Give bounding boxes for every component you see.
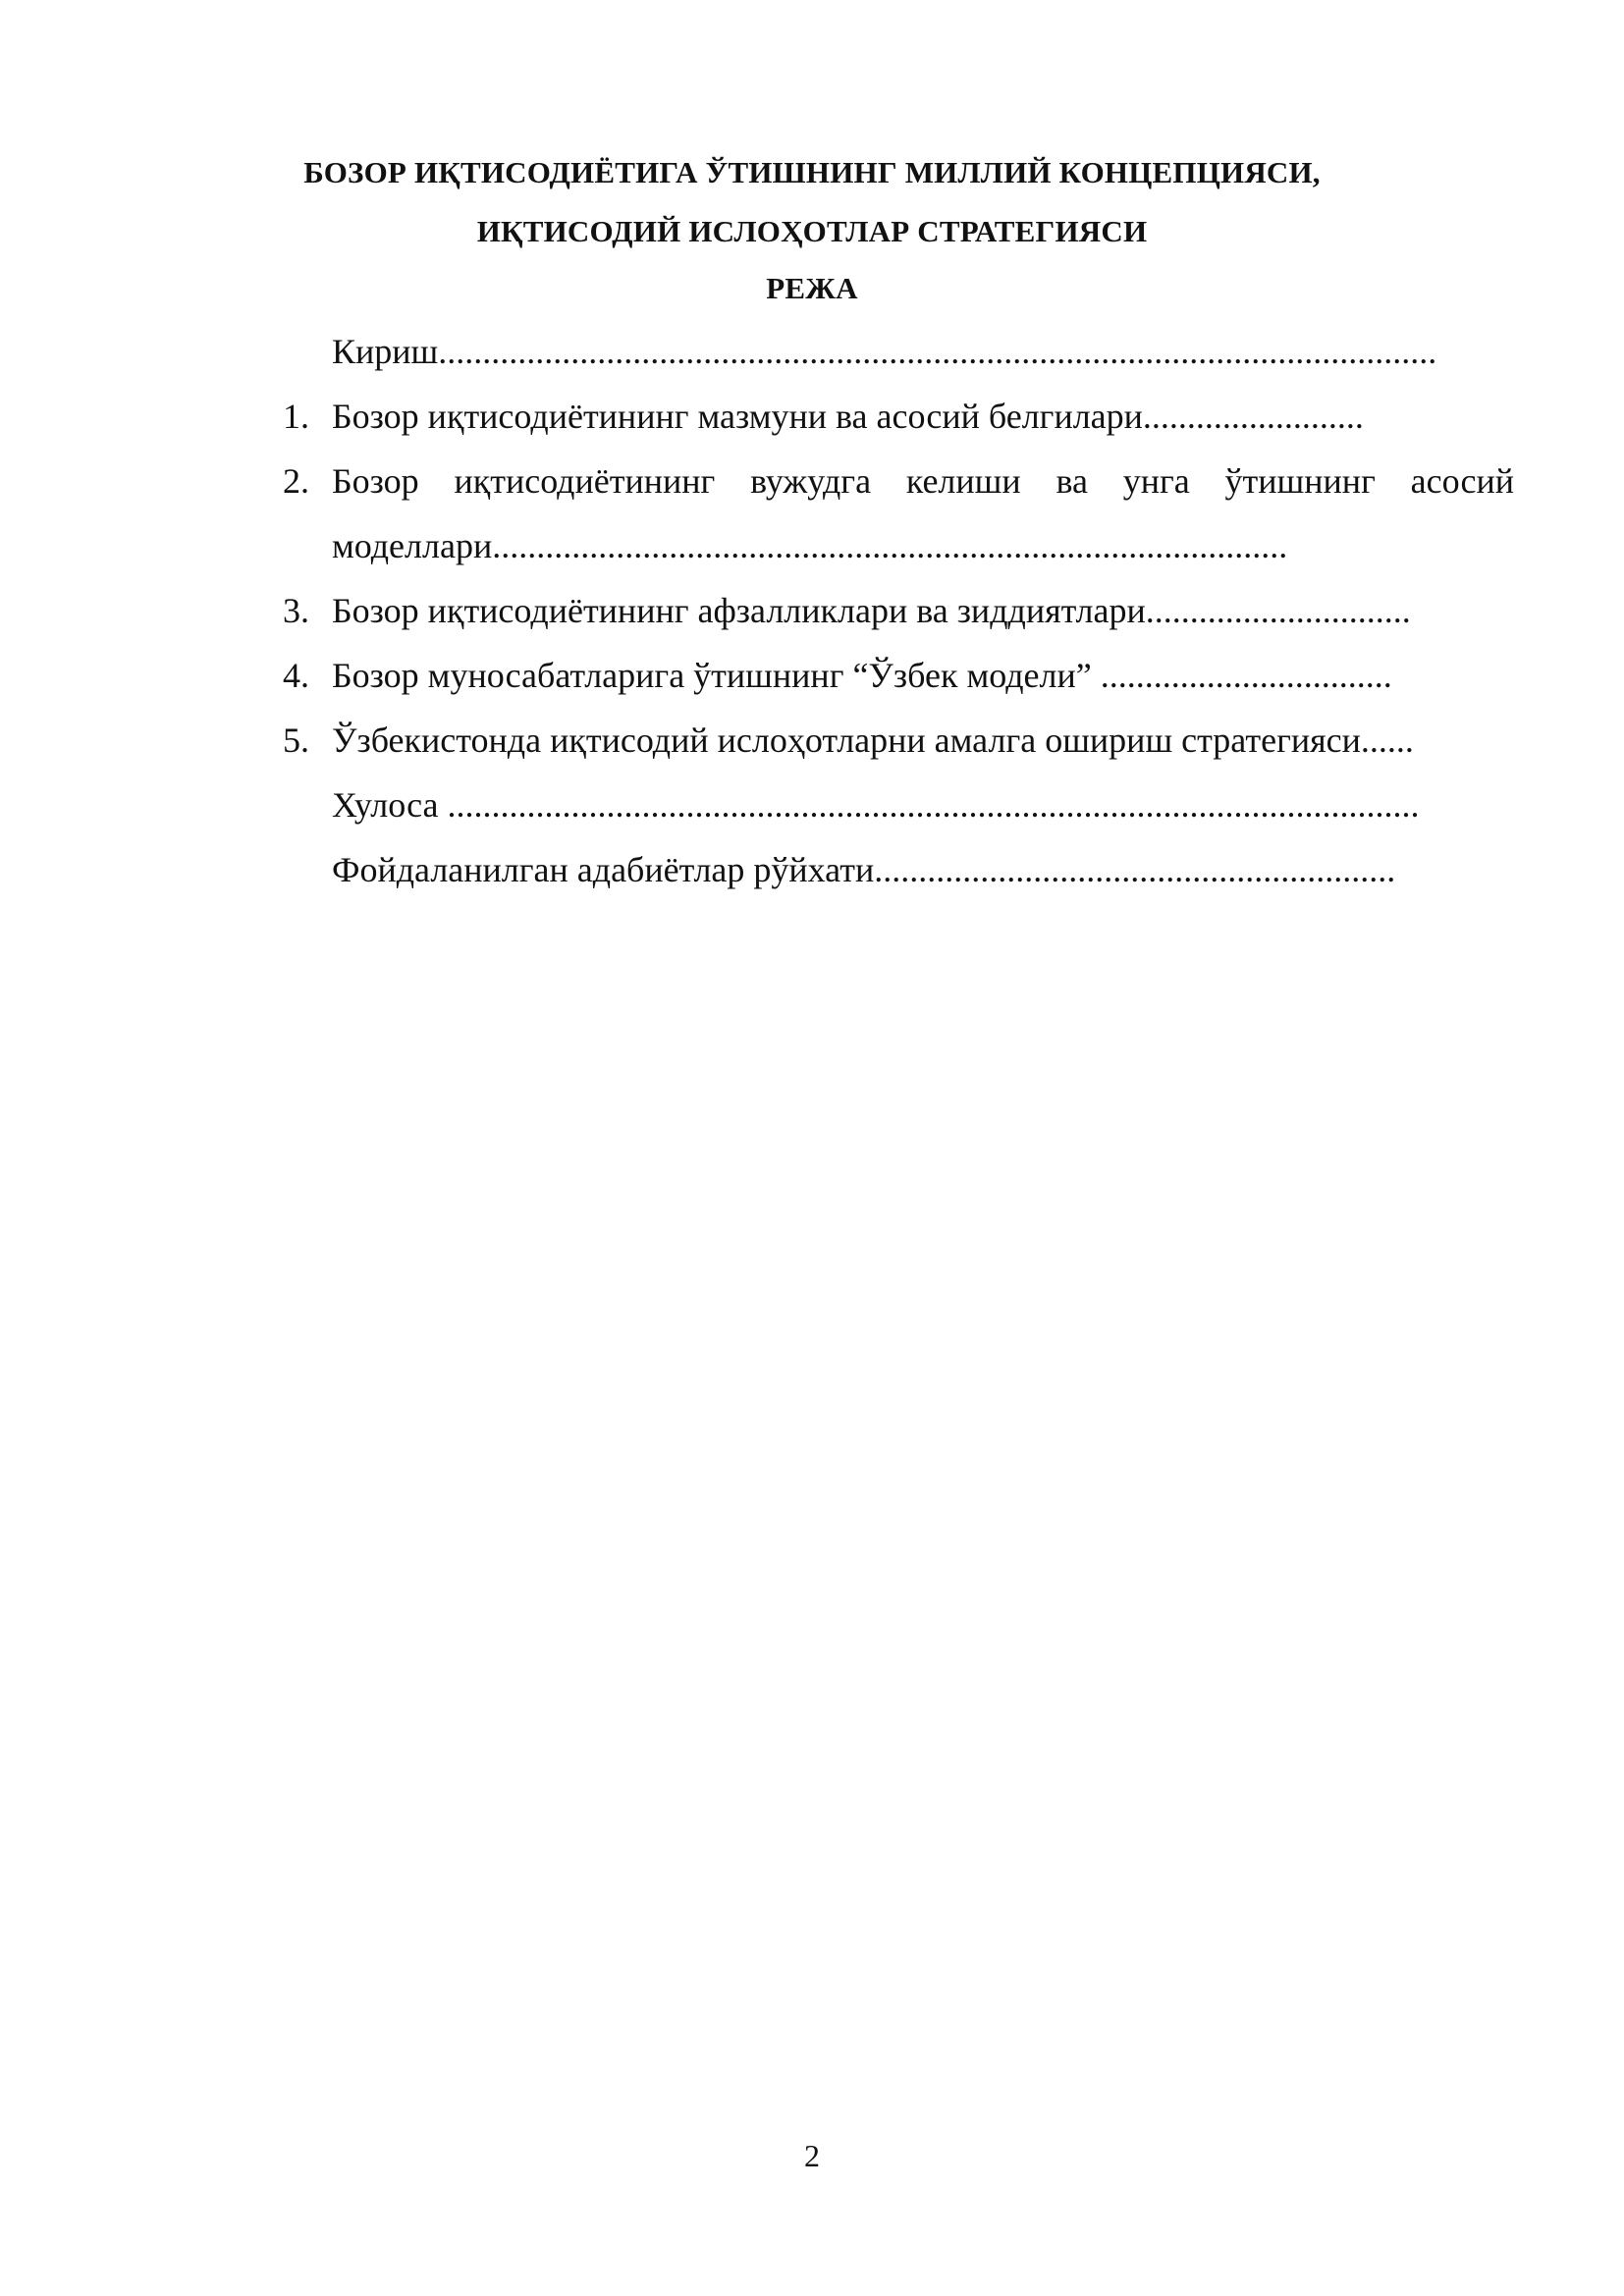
toc-item-4: Бозор муносабатларига ўтишнинг “Ўзбек модели” ................................. xyxy=(332,656,1392,695)
toc-item-number: 3. xyxy=(283,591,309,630)
toc-item-1: Бозор иқтисодиётининг мазмуни ва асосий белгилари......................... xyxy=(332,397,1364,436)
document-title-line-1: БОЗОР ИҚТИСОДИЁТИГА ЎТИШНИНГ МИЛЛИЙ КОНЦЕПЦИЯСИ, xyxy=(303,155,1321,189)
document-title-line-2: ИҚТИСОДИЙ ИСЛОҲОТЛАР СТРАТЕГИЯСИ xyxy=(476,214,1148,248)
toc-item-number: 5. xyxy=(283,721,309,760)
plan-heading: РЕЖА xyxy=(766,271,858,305)
toc-conclusion: Хулоса .............................................................................................................. xyxy=(332,785,1420,825)
toc-item-2: Бозор иқтисодиётининг вужудга келиши ва унга ўтишнинг асосий xyxy=(332,461,1514,501)
toc-item-5: Ўзбекистонда иқтисодий ислоҳотларни амалга ошириш стратегияси...... xyxy=(332,721,1414,760)
page-number: 2 xyxy=(804,2138,820,2173)
toc-item-2-continuation: моделлари.......................................................................................... xyxy=(332,526,1288,565)
toc-item-3: Бозор иқтисодиётининг афзалликлари ва зиддиятлари.............................. xyxy=(332,591,1411,630)
toc-intro: Кириш................................................................................................................. xyxy=(332,332,1437,371)
toc-item-number: 2. xyxy=(283,461,309,501)
toc-item-number: 4. xyxy=(283,656,309,695)
toc-item-number: 1. xyxy=(283,397,309,436)
toc-references: Фойдаланилган адабиётлар рўйхати........................................................... xyxy=(332,850,1396,889)
